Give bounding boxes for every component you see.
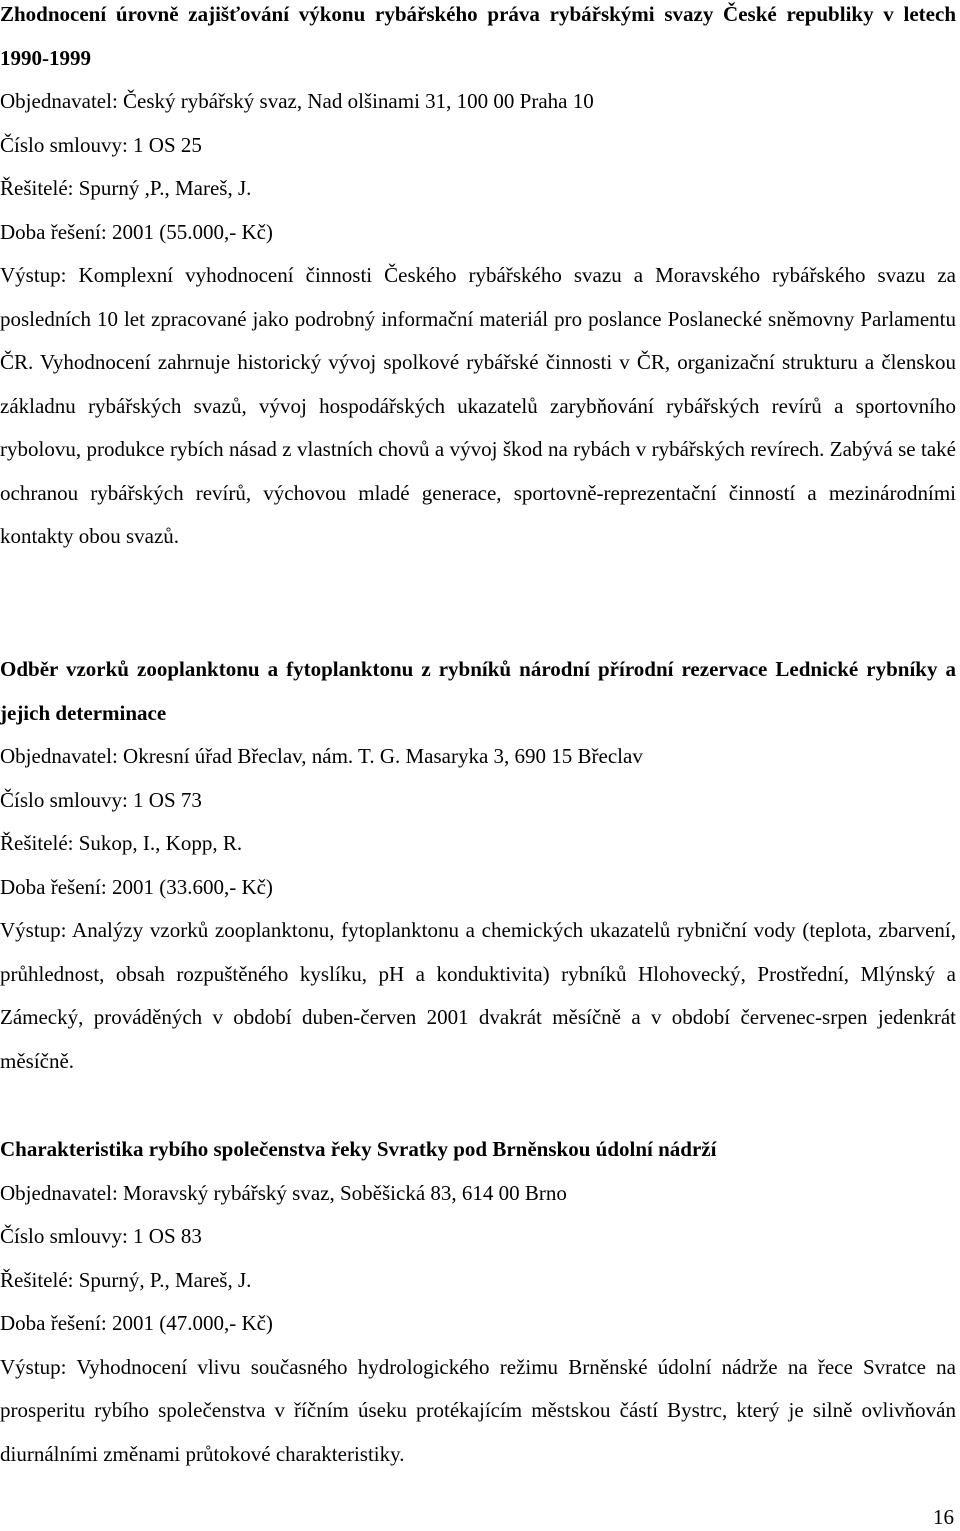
project-entry — [0, 648, 956, 1083]
project-entry — [0, 1128, 956, 1476]
project-researchers: Řešitelé: Spurný ,P., Mareš, J. — [0, 176, 252, 200]
project-period: Doba řešení: 2001 (47.000,- Kč) — [0, 1311, 273, 1335]
project-contract: Číslo smlouvy: 1 OS 73 — [0, 787, 202, 812]
project-output: Výstup: Analýzy vzorků zooplanktonu, fytoplanktonu a chemických ukazatelů rybniční vody (teplota, zbarvení, průhlednost, obsah rozpuštěného kyslíku, pH a konduktivita) rybníků Hlohovecký, Prostřední, Mlýnský a Zámecký, prováděných v období duben-červen 2001 dvakrát měsíčně a v období červenec-srpen jedenkrát měsíčně. — [0, 918, 956, 1073]
project-contract: Číslo smlouvy: 1 OS 83 — [0, 1224, 202, 1248]
project-output: Výstup: Komplexní vyhodnocení činnosti Českého rybářského svazu a Moravského rybářského svazu za posledních 10 let zpracované jako podrobný informační materiál pro poslance Poslanecké sněmovny Parlamentu ČR. Vyhodnocení zahrnuje historický vývoj spolkové rybářské činnosti v ČR, organizační strukturu a členskou základnu rybářských svazů, vývoj hospodářských ukazatelů zarybňování rybářských revírů a sportovního rybolovu, produkce rybích násad z vlastních chovů a vývoj škod na rybách v rybářských revírech. Zabývá se také ochranou rybářských revírů, výchovou mladé generace, sportovně-reprezentační činností a mezinárodními kontakty obou svazů. — [0, 263, 956, 548]
project-title: Odběr vzorků zooplanktonu a fytoplanktonu z rybníků národní přírodní rezervace Lednické rybníky a jejich determinace — [0, 657, 956, 725]
project-client: Objednavatel: Český rybářský svaz, Nad olšinami 31, 100 00 Praha 10 — [0, 89, 594, 113]
project-client: Objednavatel: Okresní úřad Břeclav, nám. T. G. Masaryka 3, 690 15 Břeclav — [0, 744, 643, 768]
page-number: 16 — [933, 1505, 954, 1529]
project-researchers: Řešitelé: Spurný, P., Mareš, J. — [0, 1267, 252, 1292]
project-client: Objednavatel: Moravský rybářský svaz, Soběšická 83, 614 00 Brno — [0, 1180, 567, 1205]
project-period: Doba řešení: 2001 (33.600,- Kč) — [0, 874, 273, 899]
project-period: Doba řešení: 2001 (55.000,- Kč) — [0, 219, 273, 244]
project-entry — [0, 0, 956, 559]
project-title: Charakteristika rybího společenstva řeky Svratky pod Brněnskou údolní nádrží — [0, 1137, 717, 1161]
project-output: Výstup: Vyhodnocení vlivu současného hydrologického režimu Brněnské údolní nádrže na řece Svratce na prosperitu rybího společenstva v říčním úseku protékajícím městskou částí Bystrc, který je silně ovlivňován diurnálními změnami průtokové charakteristiky. — [0, 1354, 956, 1466]
project-title: Zhodnocení úrovně zajišťování výkonu rybářského práva rybářskými svazy České republiky v letech 1990-1999 — [0, 2, 956, 70]
project-researchers: Řešitelé: Sukop, I., Kopp, R. — [0, 831, 243, 855]
project-contract: Číslo smlouvy: 1 OS 25 — [0, 132, 202, 157]
